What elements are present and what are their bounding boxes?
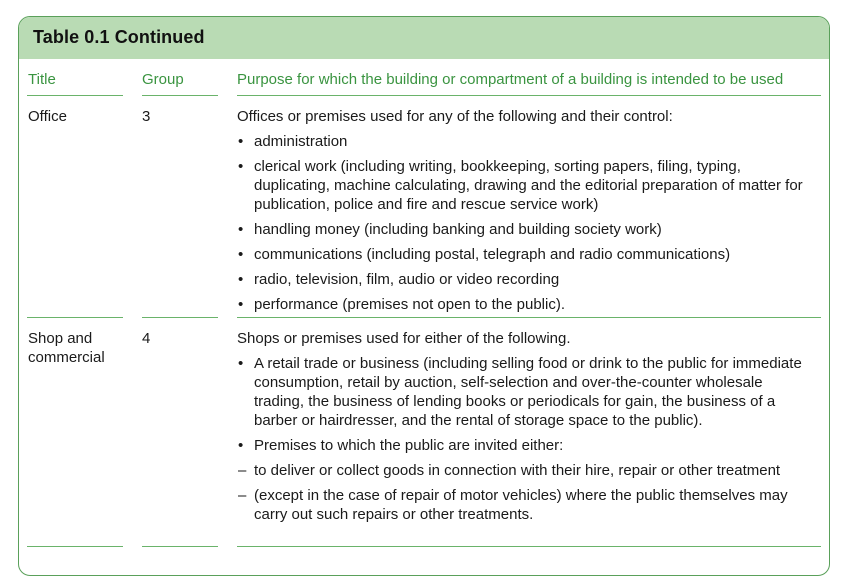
row-purpose-shop [237,329,827,524]
row-purpose-office [237,107,827,314]
column-header-group: Group [142,71,184,88]
list-item: • communications (including postal, telegraph and radio communications) [238,246,731,263]
column-header-title: Title [28,71,56,88]
table-header [19,17,829,59]
purpose-intro: Shops or premises used for either of the following. [237,330,571,347]
header-rule-title [27,95,123,96]
bullet-marker: • [238,133,244,150]
dash-marker: – [238,462,247,479]
list-item: • Premises to which the public are invited either: – to deliver or collect goods in connection with their hire, repair or other treatment – (except in the case of repair of motor vehicles) where the public themselves may carry out such repairs or other treatments. [237,436,827,524]
list-item: • A retail trade or business (including selling food or drink to the public for immediate consumption, retail by auction, self-selection and over-the-counter wholesale trading, the business of lending books or periodicals for gain, the business of a barber or hairdresser, and the rental of storage space to the public). [238,355,802,429]
header-rule-group [142,95,218,96]
bullet-marker: • [238,158,244,175]
header-rule-purpose [237,95,821,96]
list-item: • administration [238,133,348,150]
bullet-marker: • [238,355,244,372]
sub-list-item: – to deliver or collect goods in connection with their hire, repair or other treatment [238,462,781,479]
bullet-marker: • [238,296,244,313]
row-group-shop: 4 [142,330,151,347]
bullet-list [237,354,827,524]
row-rule-group [142,546,218,547]
column-header-purpose: Purpose for which the building or compartment of a building is intended to be used [237,71,784,88]
row-rule-purpose [237,317,821,318]
row-rule-title [27,317,123,318]
bullet-list [237,132,827,314]
row-rule-title [27,546,123,547]
bullet-marker: • [238,246,244,263]
list-item: • handling money (including banking and building society work) [238,221,662,238]
bullet-marker: • [238,271,244,288]
purpose-intro: Offices or premises used for any of the following and their control: [237,108,673,125]
bullet-marker: • [238,437,244,454]
row-title-shop-line1: Shop and [28,330,93,347]
list-item: • radio, television, film, audio or video recording [238,271,560,288]
sub-bullet-list [237,461,827,524]
row-rule-group [142,317,218,318]
bullet-marker: • [238,221,244,238]
sub-list-item: – (except in the case of repair of motor vehicles) where the public themselves may carry out such repairs or other treatments. [238,487,788,523]
list-item: • clerical work (including writing, bookkeeping, sorting papers, filing, typing, duplicating, machine calculating, drawing and the editorial preparation of matter for publication, police and fire and rescue service work) [238,158,803,213]
row-group-office: 3 [142,108,151,125]
table-title: Table 0.1 Continued [33,27,205,47]
dash-marker: – [238,487,247,504]
row-title-office: Office [28,108,67,125]
row-title-shop-line2: commercial [28,349,105,366]
list-item: • performance (premises not open to the public). [238,296,565,313]
row-rule-purpose [237,546,821,547]
